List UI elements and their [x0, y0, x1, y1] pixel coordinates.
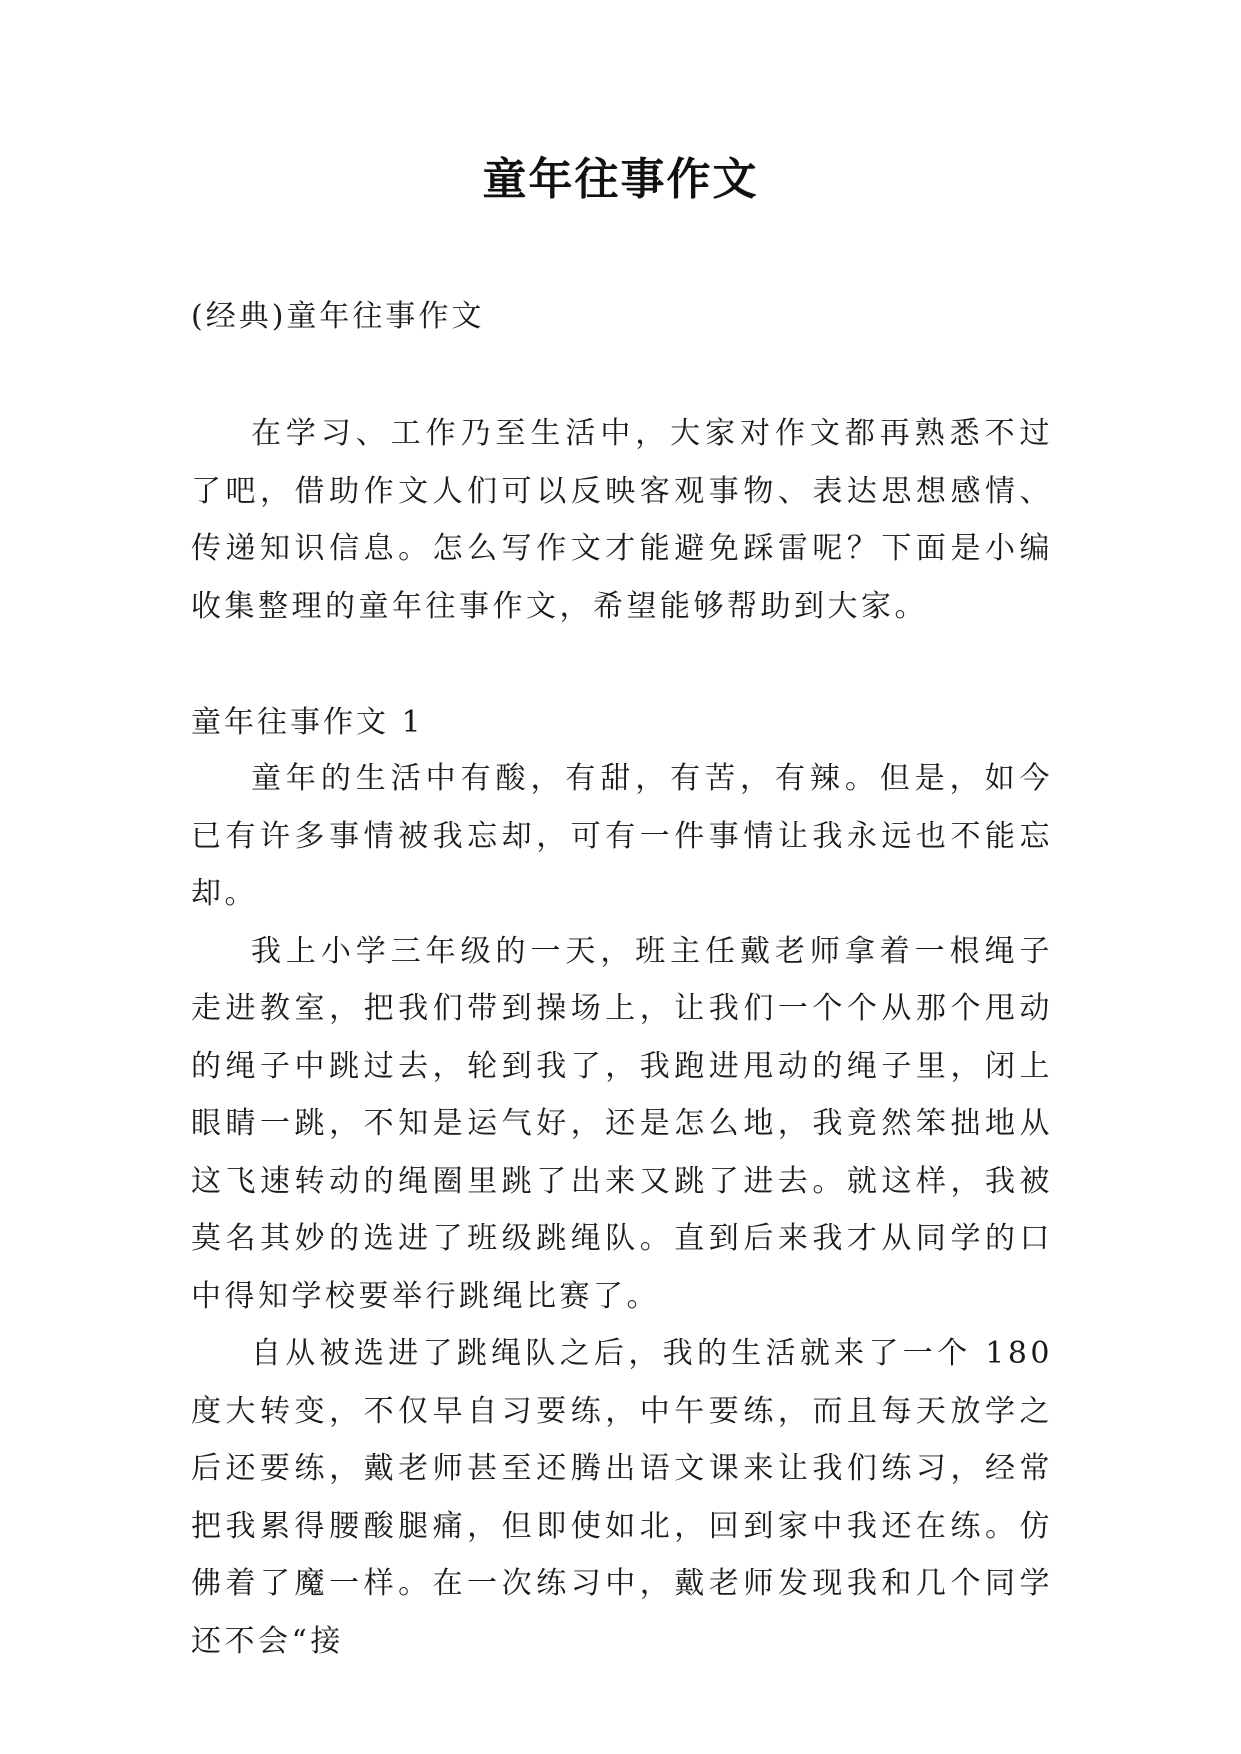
intro-paragraph: 在学习、工作乃至生活中，大家对作文都再熟悉不过了吧，借助作文人们可以反映客观事物、表达思想感情、传递知识信息。怎么写作文才能避免踩雷呢？下面是小编收集整理的童年往事作文，希望能够帮助到大家。 [191, 416, 1053, 624]
section-heading: 童年往事作文 1 [191, 705, 424, 740]
essay-paragraph: 自从被选进了跳绳队之后，我的生活就来了一个 180 度大转变，不仅早自习要练，中午要练，而且每天放学之后还要练，戴老师甚至还腾出语文课来让我们练习，经常把我累得腰酸腿痛，但即使如北，回到家中我还在练。仿佛着了魔一样。在一次练习中，戴老师发现我和几个同学还不会“接 [191, 1336, 1053, 1659]
essay-paragraph: 我上小学三年级的一天，班主任戴老师拿着一根绳子走进教室，把我们带到操场上，让我们一个个从那个甩动的绳子中跳过去，轮到我了，我跑进甩动的绳子里，闭上眼睛一跳，不知是运气好，还是怎么地，我竟然笨拙地从这飞速转动的绳圈里跳了出来又跳了进去。就这样，我被莫名其妙的选进了班级跳绳队。直到后来我才从同学的口中得知学校要举行跳绳比赛了。 [191, 933, 1053, 1314]
essay-paragraph: 童年的生活中有酸，有甜，有苦，有辣。但是，如今已有许多事情被我忘却，可有一件事情让我永远也不能忘却。 [191, 761, 1053, 911]
essay-body [191, 750, 1053, 1670]
intro-block [191, 405, 1053, 635]
document-subtitle: (经典)童年往事作文 [191, 299, 485, 334]
document-title: 童年往事作文 [482, 154, 759, 205]
